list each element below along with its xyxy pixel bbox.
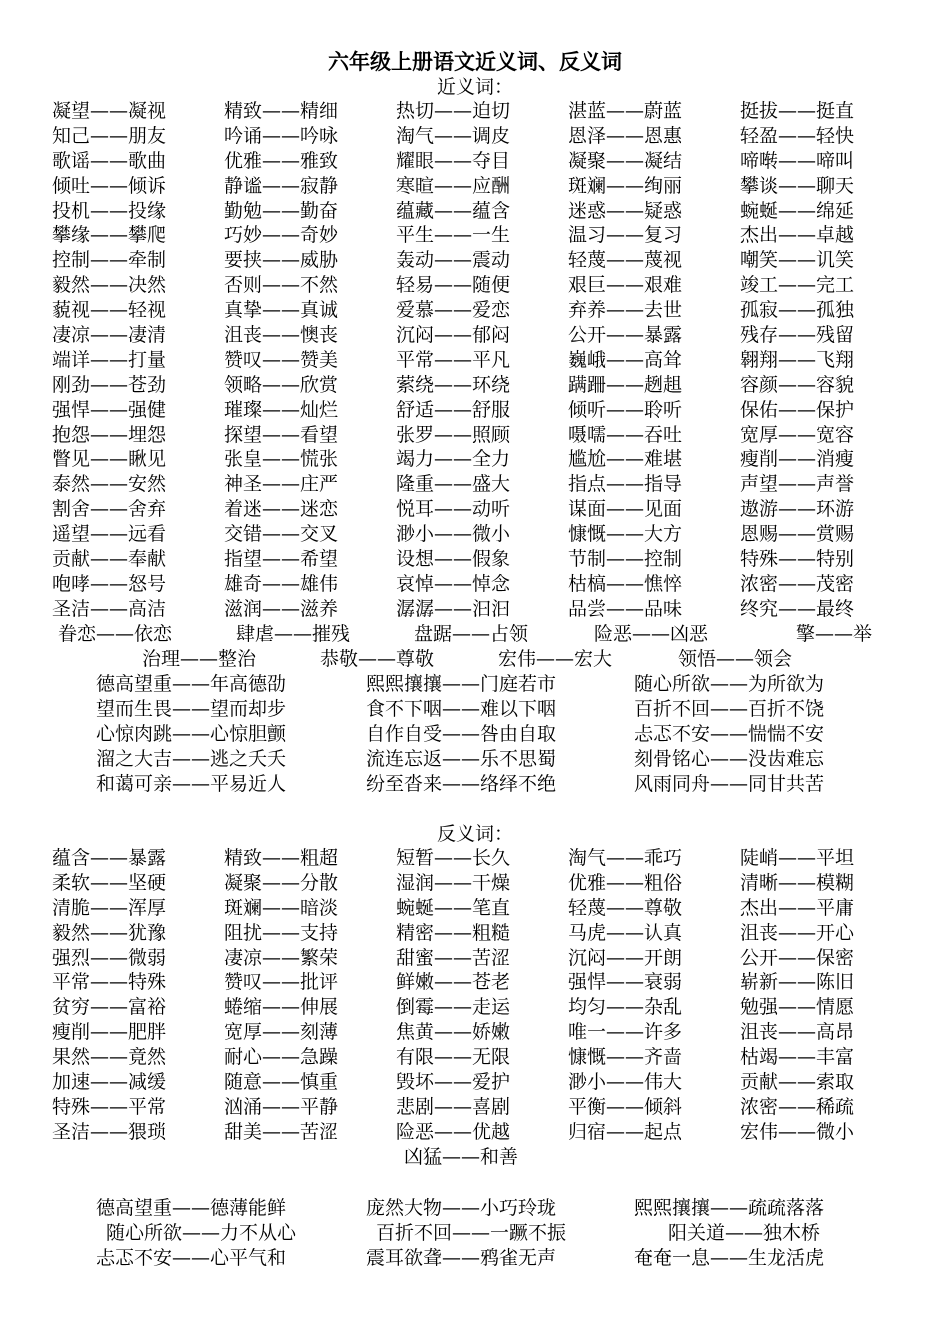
word-pair: 滋润——滋养: [224, 597, 339, 620]
word-pair: 爱慕——爱恋: [396, 299, 511, 322]
word-pair: 悦耳——动听: [396, 498, 511, 521]
word-pair: 张罗——照顾: [396, 423, 511, 446]
word-pair: 耀眼——夺目: [396, 149, 511, 172]
word-pair: 凄凉——凄清: [52, 324, 167, 347]
word-pair: 轻易——随便: [396, 274, 511, 297]
word-pair: 谋面——见面: [568, 498, 683, 521]
word-pair: 着迷——迷恋: [224, 498, 339, 521]
idiom-pair: 风雨同舟——同甘共苦: [634, 773, 825, 795]
word-pair: 沉闷——开朗: [568, 946, 683, 969]
grid-row: [52, 522, 912, 547]
grid-row: [52, 921, 912, 946]
word-pair: 唯一——许多: [568, 1021, 683, 1044]
word-pair: 赞叹——批评: [224, 971, 339, 994]
grid-row: [52, 273, 912, 298]
antonyms-heading: 反义词：: [436, 823, 513, 845]
word-pair: 果然——竟然: [52, 1046, 167, 1069]
word-pair: 轻蔑——蔑视: [568, 249, 683, 272]
word-pair: 淘气——乖巧: [568, 847, 683, 869]
grid-row: [52, 995, 912, 1020]
word-pair: 宽厚——刻薄: [224, 1021, 339, 1044]
word-pair: 投机——投缘: [52, 199, 167, 222]
word-pair: 凝聚——凝结: [568, 149, 683, 172]
word-pair: 节制——控制: [568, 548, 683, 571]
word-pair: 淘气——调皮: [396, 124, 511, 147]
idiom-pair: 百折不回——一蹶不振: [376, 1222, 567, 1244]
word-pair: 有限——无限: [396, 1046, 511, 1069]
word-pair: 柔软——坚硬: [52, 871, 167, 894]
word-pair: 蜿蜒——绵延: [740, 199, 855, 222]
word-pair: 张皇——慌张: [224, 448, 339, 471]
idiom-row: [0, 747, 950, 772]
word-pair: 艰巨——艰难: [568, 274, 683, 297]
idiom-pair: 庞然大物——小巧玲珑: [366, 1197, 557, 1219]
word-pair: 泰然——安然: [52, 473, 167, 496]
document-title: 六年级上册语文近义词、反义词: [328, 49, 622, 74]
idiom-pair: 熙熙攘攘——门庭若市: [366, 673, 557, 695]
idiom-pair: 心惊肉跳——心惊胆颤: [96, 723, 287, 745]
word-pair: 竭力——全力: [396, 448, 511, 471]
word-pair: 孤寂——孤独: [740, 299, 855, 322]
word-pair: 嗫嚅——吞吐: [568, 423, 683, 446]
grid-row: [52, 846, 912, 871]
word-pair: 沮丧——开心: [740, 921, 855, 944]
word-pair: 毅然——犹豫: [52, 921, 167, 944]
grid-row: [52, 1120, 912, 1145]
grid-row: [52, 447, 912, 472]
word-pair: 优雅——粗俗: [568, 871, 683, 894]
word-pair: 盘踞——占领: [414, 623, 529, 645]
word-pair: 精密——粗糙: [396, 921, 511, 944]
grid-row: [52, 970, 912, 995]
word-pair: 鲜嫩——苍老: [396, 971, 511, 994]
grid-row: [52, 298, 912, 323]
word-pair: 尴尬——难堪: [568, 448, 683, 471]
grid-row: [52, 423, 912, 448]
word-pair: 平生——一生: [396, 224, 511, 247]
word-pair: 湛蓝——蔚蓝: [568, 100, 683, 122]
word-pair: 随意——慎重: [224, 1071, 339, 1094]
grid-row: [52, 946, 912, 971]
grid-row: [52, 124, 912, 149]
word-pair: 宏伟——宏大: [498, 648, 613, 670]
word-pair: 浓密——稀疏: [740, 1095, 855, 1118]
idiom-row: [0, 722, 950, 747]
word-pair: 精致——精细: [224, 100, 339, 122]
word-pair: 藐视——轻视: [52, 299, 167, 322]
word-pair: 赞叹——赞美: [224, 348, 339, 371]
word-pair: 端详——打量: [52, 348, 167, 371]
word-pair: 保佑——保护: [740, 398, 855, 421]
synonyms-four-row: [0, 647, 950, 672]
word-pair: 公开——暴露: [568, 324, 683, 347]
word-pair: 歌谣——歌曲: [52, 149, 167, 172]
word-pair: 知己——朋友: [52, 124, 167, 147]
idiom-pair: 随心所欲——力不从心: [106, 1222, 297, 1244]
grid-row: [52, 323, 912, 348]
word-pair: 雄奇——雄伟: [224, 572, 339, 595]
word-pair: 沉闷——郁闷: [396, 324, 511, 347]
idiom-row: [0, 672, 950, 697]
word-pair: 贡献——奉献: [52, 548, 167, 571]
word-pair: 竣工——完工: [740, 274, 855, 297]
word-pair: 设想——假象: [396, 548, 511, 571]
word-pair: 精致——粗超: [224, 847, 339, 869]
word-pair: 宽厚——宽容: [740, 423, 855, 446]
grid-row: [52, 547, 912, 572]
word-pair: 瘦削——肥胖: [52, 1021, 167, 1044]
word-pair: 探望——看望: [224, 423, 339, 446]
word-pair: 瞥见——瞅见: [52, 448, 167, 471]
grid-row: [52, 348, 912, 373]
word-pair: 勉强——情愿: [740, 996, 855, 1019]
word-pair: 恩赐——赏赐: [740, 523, 855, 546]
word-pair: 恩泽——恩惠: [568, 124, 683, 147]
word-pair: 神圣——庄严: [224, 473, 339, 496]
word-pair: 归宿——起点: [568, 1120, 683, 1143]
word-pair: 潺潺——汩汩: [396, 597, 511, 620]
word-pair: 治理——整治: [142, 648, 257, 670]
word-pair: 沮丧——高昂: [740, 1021, 855, 1044]
word-pair: 倾吐——倾诉: [52, 174, 167, 197]
word-pair: 萦绕——环绕: [396, 373, 511, 396]
word-pair: 领略——欣赏: [224, 373, 339, 396]
word-pair: 蜿蜒——笔直: [396, 896, 511, 919]
word-pair: 杰出——平庸: [740, 896, 855, 919]
word-pair: 擎——举: [796, 623, 873, 645]
word-pair: 吟诵——吟咏: [224, 124, 339, 147]
word-pair: 攀缘——攀爬: [52, 224, 167, 247]
word-pair: 攀谈——聊天: [740, 174, 855, 197]
idiom-pair: 德高望重——年高德劭: [96, 673, 287, 695]
word-pair: 平常——平凡: [396, 348, 511, 371]
grid-row: [52, 199, 912, 224]
word-pair: 杰出——卓越: [740, 224, 855, 247]
word-pair: 交错——交叉: [224, 523, 339, 546]
idiom-pair: 德高望重——德薄能鲜: [96, 1197, 287, 1219]
word-pair: 领悟——领会: [678, 648, 793, 670]
word-pair: 凶猛——和善: [404, 1146, 519, 1168]
word-pair: 隆重——盛大: [396, 473, 511, 496]
idiom-pair: 刻骨铭心——没齿难忘: [634, 748, 825, 770]
word-pair: 凝望——凝视: [52, 100, 167, 122]
word-pair: 温习——复习: [568, 224, 683, 247]
word-pair: 蕴含——暴露: [52, 847, 167, 869]
word-pair: 汹涌——平静: [224, 1095, 339, 1118]
idiom-pair: 忐忑不安——心平气和: [96, 1247, 287, 1269]
word-pair: 恭敬——尊敬: [320, 648, 435, 670]
word-pair: 蕴藏——蕴含: [396, 199, 511, 222]
word-pair: 刚劲——苍劲: [52, 373, 167, 396]
idiom-pair: 自作自受——咎由自取: [366, 723, 557, 745]
grid-row: [52, 497, 912, 522]
antonyms-grid: [52, 846, 912, 1145]
antonyms-single-row: [0, 1145, 950, 1170]
word-pair: 静谧——寂静: [224, 174, 339, 197]
word-pair: 寒暄——应酬: [396, 174, 511, 197]
grid-row: [52, 597, 912, 622]
word-pair: 啼啭——啼叫: [740, 149, 855, 172]
grid-row: [52, 248, 912, 273]
idiom-pair: 纷至沓来——络绎不绝: [366, 773, 557, 795]
word-pair: 枯槁——憔悴: [568, 572, 683, 595]
word-pair: 咆哮——怒号: [52, 572, 167, 595]
idiom-pair: 和蔼可亲——平易近人: [96, 773, 287, 795]
grid-row: [52, 149, 912, 174]
idiom-pair: 溜之大吉——逃之夭夭: [96, 748, 287, 770]
word-pair: 控制——牵制: [52, 249, 167, 272]
word-pair: 特殊——平常: [52, 1095, 167, 1118]
word-pair: 否则——不然: [224, 274, 339, 297]
word-pair: 终究——最终: [740, 597, 855, 620]
word-pair: 残存——残留: [740, 324, 855, 347]
word-pair: 甜蜜——苦涩: [396, 946, 511, 969]
word-pair: 焦黄——娇嫩: [396, 1021, 511, 1044]
word-pair: 轻蔑——尊敬: [568, 896, 683, 919]
grid-row: [52, 398, 912, 423]
word-pair: 轻盈——轻快: [740, 124, 855, 147]
idiom-pair: 百折不回——百折不饶: [634, 698, 825, 720]
grid-row: [52, 174, 912, 199]
word-pair: 毅然——决然: [52, 274, 167, 297]
grid-row: [52, 373, 912, 398]
word-pair: 慷慨——大方: [568, 523, 683, 546]
word-pair: 热切——迫切: [396, 100, 511, 122]
word-pair: 斑斓——绚丽: [568, 174, 683, 197]
word-pair: 指点——指导: [568, 473, 683, 496]
word-pair: 倾听——聆听: [568, 398, 683, 421]
idiom-pair: 食不下咽——难以下咽: [366, 698, 557, 720]
word-pair: 阻扰——支持: [224, 921, 339, 944]
word-pair: 加速——减缓: [52, 1071, 167, 1094]
word-pair: 迷惑——疑惑: [568, 199, 683, 222]
word-pair: 险恶——优越: [396, 1120, 511, 1143]
word-pair: 巍峨——高耸: [568, 348, 683, 371]
word-pair: 毁坏——爱护: [396, 1071, 511, 1094]
idiom-pair: 随心所欲——为所欲为: [634, 673, 825, 695]
idiom-row: [0, 1246, 950, 1271]
idiom-pair: 震耳欲聋——鸦雀无声: [366, 1247, 557, 1269]
word-pair: 品尝——品味: [568, 597, 683, 620]
word-pair: 璀璨——灿烂: [224, 398, 339, 421]
word-pair: 湿润——干燥: [396, 871, 511, 894]
word-pair: 险恶——凶恶: [594, 623, 709, 645]
word-pair: 要挟——威胁: [224, 249, 339, 272]
idiom-row: [0, 1221, 950, 1246]
grid-row: [52, 871, 912, 896]
synonyms-extra-row: [0, 622, 950, 647]
word-pair: 慷慨——齐啬: [568, 1046, 683, 1069]
idiom-pair: 流连忘返——乐不思蜀: [366, 748, 557, 770]
grid-row: [52, 472, 912, 497]
idiom-row: [0, 772, 950, 797]
word-pair: 甜美——苦涩: [224, 1120, 339, 1143]
word-pair: 抱怨——埋怨: [52, 423, 167, 446]
grid-row: [52, 1045, 912, 1070]
idiom-row: [0, 1196, 950, 1221]
idiom-row: [0, 697, 950, 722]
grid-row: [52, 1070, 912, 1095]
idiom-pair: 阳关道——独木桥: [668, 1222, 821, 1244]
word-pair: 强烈——微弱: [52, 946, 167, 969]
word-pair: 嘲笑——讥笑: [740, 249, 855, 272]
word-pair: 特殊——特别: [740, 548, 855, 571]
idiom-pair: 望而生畏——望而却步: [96, 698, 287, 720]
grid-row: [52, 1095, 912, 1120]
word-pair: 斑斓——暗淡: [224, 896, 339, 919]
word-pair: 眷恋——依恋: [58, 623, 173, 645]
word-pair: 沮丧——懊丧: [224, 324, 339, 347]
word-pair: 遨游——环游: [740, 498, 855, 521]
word-pair: 弃养——去世: [568, 299, 683, 322]
word-pair: 平衡——倾斜: [568, 1095, 683, 1118]
word-pair: 倒霉——走运: [396, 996, 511, 1019]
word-pair: 平常——特殊: [52, 971, 167, 994]
word-pair: 清晰——模糊: [740, 871, 855, 894]
word-pair: 遥望——远看: [52, 523, 167, 546]
idiom-pair: 熙熙攘攘——疏疏落落: [634, 1197, 825, 1219]
synonyms-heading: 近义词：: [436, 76, 513, 98]
word-pair: 宏伟——微小: [740, 1120, 855, 1143]
word-pair: 容颜——容貌: [740, 373, 855, 396]
word-pair: 瘦削——消瘦: [740, 448, 855, 471]
grid-row: [52, 896, 912, 921]
idiom-pair: 忐忑不安——惴惴不安: [634, 723, 825, 745]
idiom-pair: 奄奄一息——生龙活虎: [634, 1247, 825, 1269]
word-pair: 悲剧——喜剧: [396, 1095, 511, 1118]
word-pair: 巧妙——奇妙: [224, 224, 339, 247]
word-pair: 马虎——认真: [568, 921, 683, 944]
word-pair: 指望——希望: [224, 548, 339, 571]
word-pair: 强悍——强健: [52, 398, 167, 421]
grid-row: [52, 572, 912, 597]
word-pair: 蜷缩——伸展: [224, 996, 339, 1019]
word-pair: 强悍——衰弱: [568, 971, 683, 994]
synonyms-grid: [52, 99, 912, 622]
word-pair: 枯竭——丰富: [740, 1046, 855, 1069]
grid-row: [52, 1020, 912, 1045]
grid-row: [52, 99, 912, 124]
word-pair: 哀悼——悼念: [396, 572, 511, 595]
word-pair: 均匀——杂乱: [568, 996, 683, 1019]
word-pair: 圣洁——猥琐: [52, 1120, 167, 1143]
word-pair: 翱翔——飞翔: [740, 348, 855, 371]
word-pair: 舒适——舒服: [396, 398, 511, 421]
word-pair: 肆虐——摧残: [236, 623, 351, 645]
word-pair: 清脆——浑厚: [52, 896, 167, 919]
word-pair: 蹒跚——趔趄: [568, 373, 683, 396]
grid-row: [52, 223, 912, 248]
word-pair: 浓密——茂密: [740, 572, 855, 595]
word-pair: 陡峭——平坦: [740, 847, 855, 869]
word-pair: 凝聚——分散: [224, 871, 339, 894]
word-pair: 贫穷——富裕: [52, 996, 167, 1019]
word-pair: 勤勉——勤奋: [224, 199, 339, 222]
word-pair: 凄凉——繁荣: [224, 946, 339, 969]
word-pair: 渺小——微小: [396, 523, 511, 546]
word-pair: 贡献——索取: [740, 1071, 855, 1094]
word-pair: 优雅——雅致: [224, 149, 339, 172]
word-pair: 渺小——伟大: [568, 1071, 683, 1094]
word-pair: 割舍——舍弃: [52, 498, 167, 521]
word-pair: 崭新——陈旧: [740, 971, 855, 994]
word-pair: 圣洁——高洁: [52, 597, 167, 620]
word-pair: 声望——声誉: [740, 473, 855, 496]
word-pair: 挺拔——挺直: [740, 100, 855, 122]
word-pair: 短暂——长久: [396, 847, 511, 869]
word-pair: 耐心——急躁: [224, 1046, 339, 1069]
word-pair: 轰动——震动: [396, 249, 511, 272]
word-pair: 公开——保密: [740, 946, 855, 969]
word-pair: 真挚——真诚: [224, 299, 339, 322]
